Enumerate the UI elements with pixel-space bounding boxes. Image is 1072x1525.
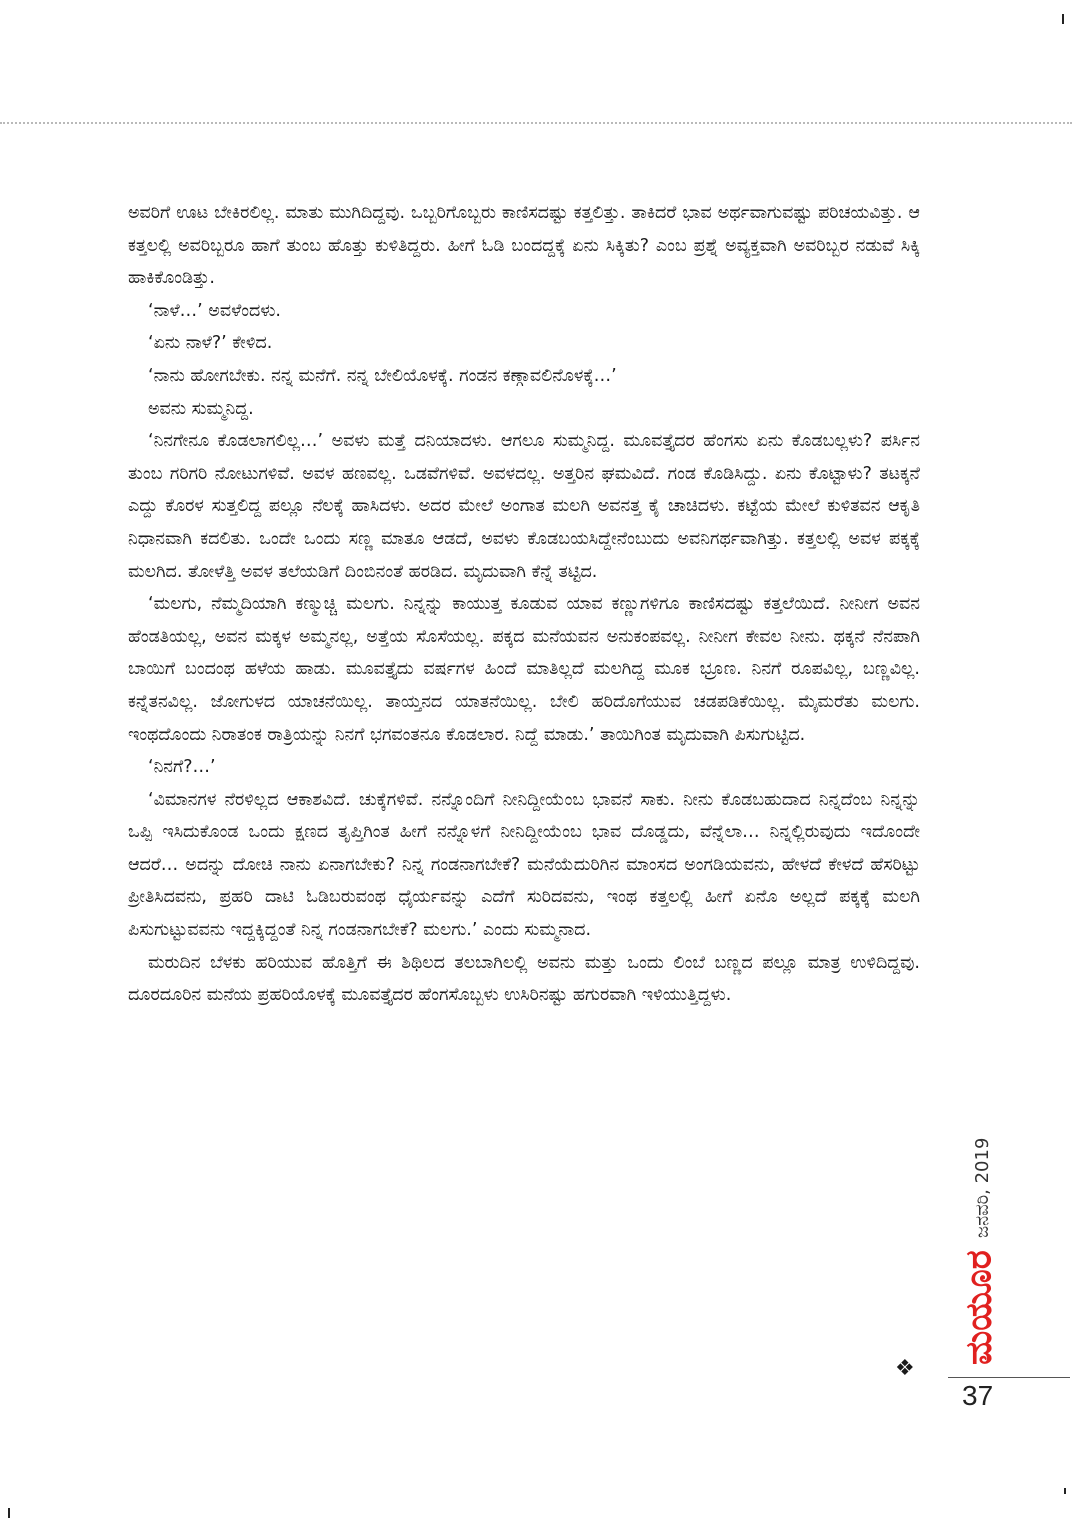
paragraph: ‘ಮಲಗು, ನೆಮ್ಮದಿಯಾಗಿ ಕಣ್ಮುಚ್ಚಿ ಮಲಗು. ನಿನ್ನನ್ನು ಕಾಯುತ್ತ ಕೂಡುವ ಯಾವ ಕಣ್ಣುಗಳಿಗೂ ಕಾಣಿಸದಷ್ಟು ಕತ್ತಲೆಯಿದೆ. ನೀನೀಗ ಅವನ ಹೆಂಡತಿಯಲ್ಲ, ಅವನ ಮಕ್ಕಳ ಅಮ್ಮನಲ್ಲ, ಅತ್ತೆಯ ಸೊಸೆಯಲ್ಲ. ಪಕ್ಕದ ಮನೆಯವನ ಅನುಕಂಪವಲ್ಲ. ನೀನೀಗ ಕೇವಲ ನೀನು. ಥಕ್ಕನೆ ನೆನಪಾಗಿ ಬಾಯಿಗೆ ಬಂದಂಥ ಹಳೆಯ ಹಾಡು. ಮೂವತ್ತೈದು ವರ್ಷಗಳ ಹಿಂದೆ ಮಾತಿಲ್ಲದೆ ಮಲಗಿದ್ದ ಮೂಕ ಭ್ರೂಣ. ನಿನಗೆ ರೂಪವಿಲ್ಲ, ಬಣ್ಣವಿಲ್ಲ. ಕನ್ನೆತನವಿಲ್ಲ. ಜೋಗುಳದ ಯಾಚನೆಯಿಲ್ಲ. ತಾಯ್ತನದ ಯಾತನೆಯಿಲ್ಲ. ಬೇಲಿ ಹರಿದೊಗೆಯುವ ಚಡಪಡಿಕೆಯಿಲ್ಲ. ಮೈಮರೆತು ಮಲಗು. ಇಂಥದೊಂದು ನಿರಾತಂಕ ರಾತ್ರಿಯನ್ನು ನಿನಗೆ ಭಗವಂತನೂ ಕೊಡಲಾರ. ನಿದ್ದೆ ಮಾಡು.’ ತಾಯಿಗಿಂತ ಮೃದುವಾಗಿ ಪಿಸುಗುಟ್ಟಿದ. — [128, 594, 920, 745]
paragraph: ‘ನಾನು ಹೋಗಬೇಕು. ನನ್ನ ಮನೆಗೆ. ನನ್ನ ಬೇಲಿಯೊಳಕ್ಕೆ. ಗಂಡನ ಕಣ್ಗಾವಲಿನೊಳಕ್ಕೆ…’ — [148, 365, 617, 386]
paragraph: ಅವರಿಗೆ ಊಟ ಬೇಕಿರಲಿಲ್ಲ. ಮಾತು ಮುಗಿದಿದ್ದವು. ಒಬ್ಬರಿಗೊಬ್ಬರು ಕಾಣಿಸದಷ್ಟು ಕತ್ತಲಿತ್ತು. ತಾಕಿದರೆ ಭಾವ ಅರ್ಥವಾಗುವಷ್ಟು ಪರಿಚಯವಿತ್ತು. ಆ ಕತ್ತಲಲ್ಲಿ ಅವರಿಬ್ಬರೂ ಹಾಗೆ ತುಂಬ ಹೊತ್ತು ಕುಳಿತಿದ್ದರು. ಹೀಗೆ ಓಡಿ ಬಂದದ್ದಕ್ಕೆ ಏನು ಸಿಕ್ಕಿತು? ಎಂಬ ಪ್ರಶ್ನೆ ಅವ್ಯಕ್ತವಾಗಿ ಅವರಿಬ್ಬರ ನಡುವೆ ಸಿಕ್ಕಿ ಹಾಕಿಕೊಂಡಿತ್ತು. — [128, 203, 920, 289]
page-number: 37 — [962, 1380, 994, 1411]
crop-mark-bottom-left — [8, 1508, 10, 1518]
paragraph: ‘ನಿನಗೇನೂ ಕೊಡಲಾಗಲಿಲ್ಲ…’ ಅವಳು ಮತ್ತೆ ದನಿಯಾದಳು. ಆಗಲೂ ಸುಮ್ಮನಿದ್ದ. ಮೂವತ್ತೈದರ ಹೆಂಗಸು ಏನು ಕೊಡಬಲ್ಲಳು? ಪರ್ಸಿನ ತುಂಬ ಗರಿಗರಿ ನೋಟುಗಳಿವೆ. ಅವಳ ಹಣವಲ್ಲ. ಒಡವೆಗಳಿವೆ. ಅವಳದಲ್ಲ. ಅತ್ತರಿನ ಘಮವಿದೆ. ಗಂಡ ಕೊಡಿಸಿದ್ದು. ಏನು ಕೊಟ್ಟಾಳು? ತಟಕ್ಕನೆ ಎದ್ದು ಕೊರಳ ಸುತ್ತಲಿದ್ದ ಪಲ್ಲೂ ನೆಲಕ್ಕೆ ಹಾಸಿದಳು. ಅದರ ಮೇಲೆ ಅಂಗಾತ ಮಲಗಿ ಅವನತ್ತ ಕೈ ಚಾಚಿದಳು. ಕಟ್ಟೆಯ ಮೇಲೆ ಕುಳಿತವನ ಆಕೃತಿ ನಿಧಾನವಾಗಿ ಕದಲಿತು. ಒಂದೇ ಒಂದು ಸಣ್ಣ ಮಾತೂ ಆಡದೆ, ಅವಳು ಕೊಡಬಯಸಿದ್ದೇನೆಂಬುದು ಅವನಿಗರ್ಥವಾಗಿತ್ತು. ಕತ್ತಲಲ್ಲಿ ಅವಳ ಪಕ್ಕಕ್ಕೆ ಮಲಗಿದ. ತೋಳೆತ್ತಿ ಅವಳ ತಲೆಯಡಿಗೆ ದಿಂಬಿನಂತೆ ಹರಡಿದ. ಮೃದುವಾಗಿ ಕೆನ್ನೆ ತಟ್ಟಿದ. — [128, 431, 920, 582]
page-number-rule — [948, 1377, 1070, 1378]
paragraph: ‘ನಾಳೆ…’ ಅವಳೆಂದಳು. — [148, 300, 281, 321]
magazine-logo: ಮಯೂರ — [958, 1250, 1000, 1365]
paragraph: ‘ನಿನಗೆ?…’ — [148, 757, 216, 778]
issue-date: ಜನವರಿ, 2019 — [972, 1137, 993, 1238]
crop-mark-top-right — [1062, 14, 1064, 24]
paragraph: ಮರುದಿನ ಬೆಳಕು ಹರಿಯುವ ಹೊತ್ತಿಗೆ ಈ ಶಿಥಿಲದ ತಲಬಾಗಿಲಲ್ಲಿ ಅವನು ಮತ್ತು ಒಂದು ಲಿಂಬೆ ಬಣ್ಣದ ಪಲ್ಲೂ ಮಾತ್ರ ಉಳಿದಿದ್ದವು. ದೂರದೂರಿನ ಮನೆಯ ಪ್ರಹರಿಯೊಳಕ್ಕೆ ಮೂವತ್ತೈದರ ಹೆಂಗಸೊಬ್ಬಳು ಉಸಿರಿನಷ್ಟು ಹಗುರವಾಗಿ ಇಳಿಯುತ್ತಿದ್ದಳು. — [128, 952, 920, 1006]
header-dotted-rule — [0, 122, 1072, 124]
paragraph: ‘ಏನು ನಾಳೆ?’ ಕೇಳಿದ. — [148, 333, 273, 354]
paragraph: ಅವನು ಸುಮ್ಮನಿದ್ದ. — [148, 398, 254, 419]
crop-mark-bottom-right — [1064, 1488, 1066, 1494]
paragraph: ‘ವಿಮಾನಗಳ ನೆರಳಿಲ್ಲದ ಆಕಾಶವಿದೆ. ಚುಕ್ಕೆಗಳಿವೆ. ನನ್ನೊಂದಿಗೆ ನೀನಿದ್ದೀಯೆಂಬ ಭಾವನೆ ಸಾಕು. ನೀನು ಕೊಡಬಹುದಾದ ನಿನ್ನದೆಂಬ ನಿನ್ನನ್ನು ಒಪ್ಪಿ ಇಸಿದುಕೊಂಡ ಒಂದು ಕ್ಷಣದ ತೃಪ್ತಿಗಿಂತ ಹೀಗೆ ನನ್ನೊಳಗೆ ನೀನಿದ್ದೀಯೆಂಬ ಭಾವ ದೊಡ್ಡದು, ವೆನ್ನೆಲಾ… ನಿನ್ನಲ್ಲಿರುವುದು ಇದೊಂದೇ ಆದರೆ… ಅದನ್ನು ದೋಚಿ ನಾನು ಏನಾಗಬೇಕು? ನಿನ್ನ ಗಂಡನಾಗಬೇಕೆ? ಮನೆಯೆದುರಿಗಿನ ಮಾಂಸದ ಅಂಗಡಿಯವನು, ಹೇಳದೆ ಕೇಳದೆ ಹೆಸರಿಟ್ಟು ಪ್ರೀತಿಸಿದವನು, ಪ್ರಹರಿ ದಾಟಿ ಓಡಿಬರುವಂಥ ಧೈರ್ಯವನ್ನು ಎದೆಗೆ ಸುರಿದವನು, ಇಂಥ ಕತ್ತಲಲ್ಲಿ ಹೀಗೆ ಏನೊ ಅಲ್ಲದೆ ಪಕ್ಕಕ್ಕೆ ಮಲಗಿ ಪಿಸುಗುಟ್ಟುವವನು ಇದ್ದಕ್ಕಿದ್ದಂತೆ ನಿನ್ನ ಗಂಡನಾಗಬೇಕೆ? ಮಲಗು.’ ಎಂದು ಸುಮ್ಮನಾದ. — [128, 789, 920, 941]
end-of-article-ornament: ❖ — [895, 1356, 915, 1381]
article-body — [128, 197, 920, 1012]
